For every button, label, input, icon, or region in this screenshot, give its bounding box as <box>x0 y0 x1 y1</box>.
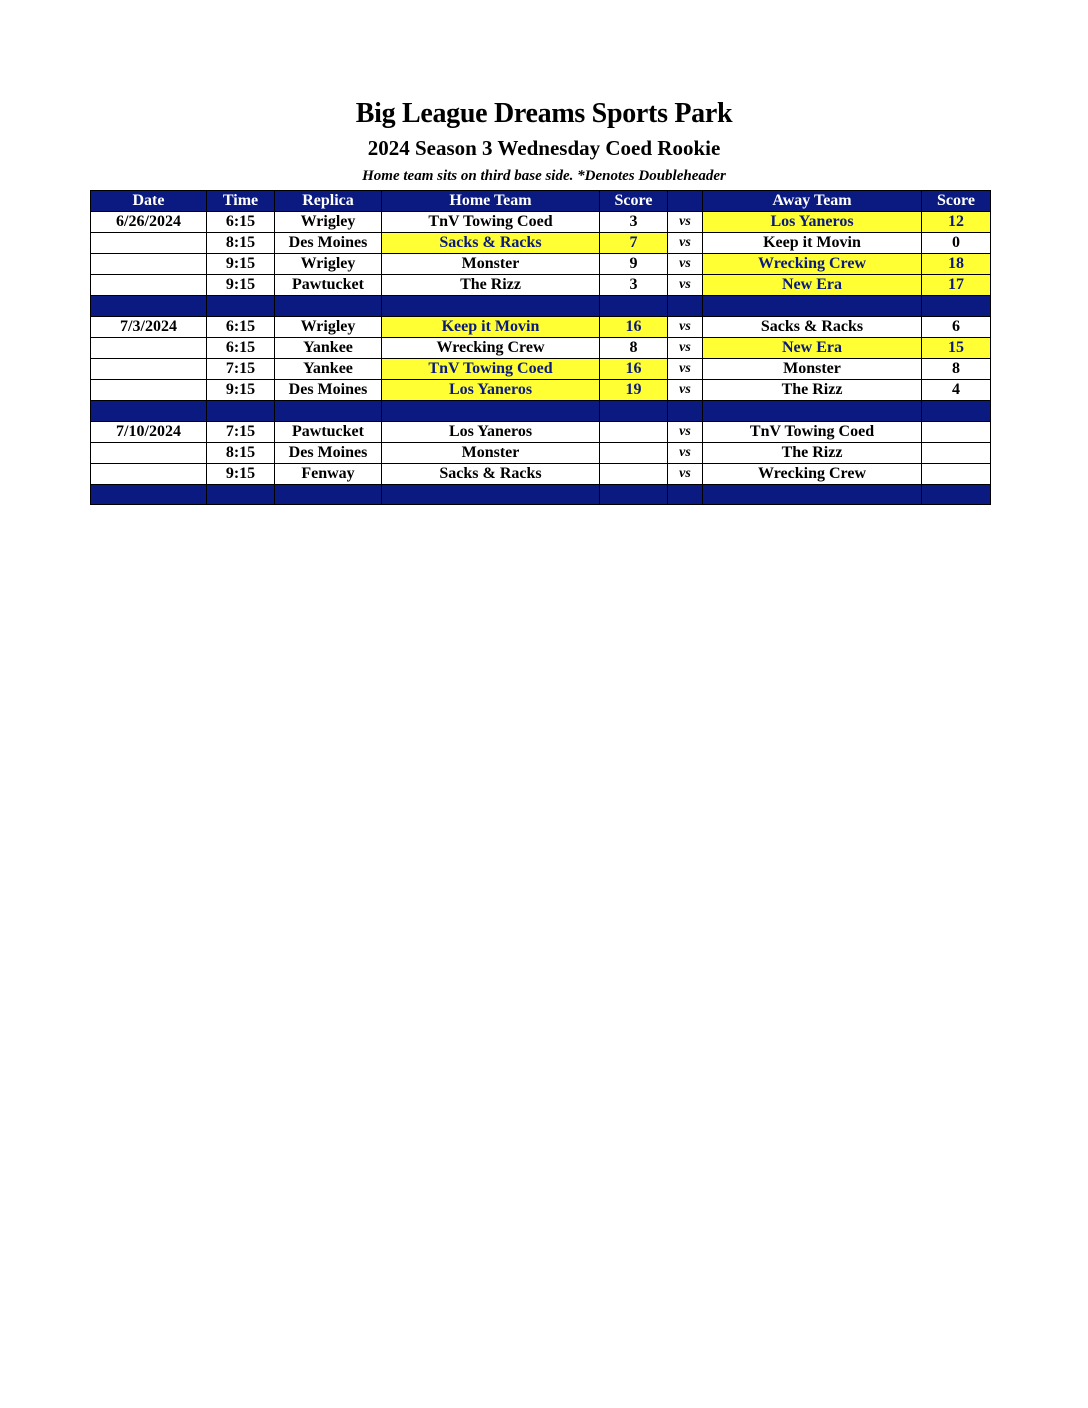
game-replica: Wrigley <box>275 317 382 338</box>
game-replica: Des Moines <box>275 443 382 464</box>
home-team: Sacks & Racks <box>382 464 600 485</box>
away-score: 17 <box>922 275 991 296</box>
home-score: 9 <box>600 254 668 275</box>
home-team: Los Yaneros <box>382 422 600 443</box>
game-replica: Wrigley <box>275 254 382 275</box>
game-date <box>91 380 207 401</box>
home-score: 3 <box>600 275 668 296</box>
game-replica: Yankee <box>275 338 382 359</box>
away-score: 8 <box>922 359 991 380</box>
home-score: 8 <box>600 338 668 359</box>
game-time: 9:15 <box>207 380 275 401</box>
game-time: 7:15 <box>207 422 275 443</box>
game-date <box>91 359 207 380</box>
vs-label: vs <box>668 443 703 464</box>
away-team: Wrecking Crew <box>703 464 922 485</box>
table-row <box>91 380 991 401</box>
home-team: TnV Towing Coed <box>382 359 600 380</box>
home-score: 19 <box>600 380 668 401</box>
col-header-vs <box>668 191 703 212</box>
game-time: 8:15 <box>207 233 275 254</box>
table-row <box>91 464 991 485</box>
home-team: The Rizz <box>382 275 600 296</box>
away-team: Monster <box>703 359 922 380</box>
away-team: New Era <box>703 338 922 359</box>
week-separator <box>91 296 991 317</box>
away-team: Los Yaneros <box>703 212 922 233</box>
home-score <box>600 443 668 464</box>
home-score <box>600 464 668 485</box>
game-time: 6:15 <box>207 317 275 338</box>
table-row <box>91 254 991 275</box>
away-team: Keep it Movin <box>703 233 922 254</box>
game-time: 9:15 <box>207 464 275 485</box>
vs-label: vs <box>668 359 703 380</box>
game-replica: Des Moines <box>275 380 382 401</box>
away-score: 15 <box>922 338 991 359</box>
home-team: TnV Towing Coed <box>382 212 600 233</box>
away-team: The Rizz <box>703 443 922 464</box>
col-header-home-score: Score <box>600 191 668 212</box>
away-score: 0 <box>922 233 991 254</box>
game-date <box>91 338 207 359</box>
game-time: 6:15 <box>207 212 275 233</box>
game-time: 9:15 <box>207 275 275 296</box>
game-date: 6/26/2024 <box>91 212 207 233</box>
vs-label: vs <box>668 233 703 254</box>
page-subtitle: 2024 Season 3 Wednesday Coed Rookie <box>367 136 721 160</box>
col-header-replica: Replica <box>275 191 382 212</box>
table-header-row <box>91 191 991 212</box>
away-score <box>922 422 991 443</box>
game-date <box>91 254 207 275</box>
col-header-time: Time <box>207 191 275 212</box>
vs-label: vs <box>668 317 703 338</box>
table-row <box>91 338 991 359</box>
home-score: 3 <box>600 212 668 233</box>
away-score: 6 <box>922 317 991 338</box>
vs-label: vs <box>668 338 703 359</box>
table-row <box>91 359 991 380</box>
game-time: 6:15 <box>207 338 275 359</box>
home-team: Monster <box>382 443 600 464</box>
game-date <box>91 233 207 254</box>
away-score <box>922 464 991 485</box>
away-score: 4 <box>922 380 991 401</box>
vs-label: vs <box>668 254 703 275</box>
table-row <box>91 422 991 443</box>
home-team: Los Yaneros <box>382 380 600 401</box>
schedule-table <box>90 190 991 505</box>
col-header-home-team: Home Team <box>382 191 600 212</box>
page-title: Big League Dreams Sports Park <box>355 98 733 129</box>
col-header-date: Date <box>91 191 207 212</box>
home-score: 16 <box>600 317 668 338</box>
away-score: 18 <box>922 254 991 275</box>
away-team: TnV Towing Coed <box>703 422 922 443</box>
home-team: Keep it Movin <box>382 317 600 338</box>
table-row <box>91 443 991 464</box>
away-team: New Era <box>703 275 922 296</box>
game-time: 7:15 <box>207 359 275 380</box>
vs-label: vs <box>668 212 703 233</box>
game-replica: Yankee <box>275 359 382 380</box>
home-team: Monster <box>382 254 600 275</box>
game-replica: Wrigley <box>275 212 382 233</box>
home-team: Sacks & Racks <box>382 233 600 254</box>
col-header-away-team: Away Team <box>703 191 922 212</box>
game-time: 8:15 <box>207 443 275 464</box>
game-date <box>91 275 207 296</box>
game-date <box>91 443 207 464</box>
vs-label: vs <box>668 422 703 443</box>
table-row <box>91 317 991 338</box>
away-team: Sacks & Racks <box>703 317 922 338</box>
game-replica: Fenway <box>275 464 382 485</box>
away-team: The Rizz <box>703 380 922 401</box>
home-score: 16 <box>600 359 668 380</box>
week-separator <box>91 401 991 422</box>
table-row <box>91 275 991 296</box>
away-team: Wrecking Crew <box>703 254 922 275</box>
game-date: 7/10/2024 <box>91 422 207 443</box>
game-replica: Pawtucket <box>275 275 382 296</box>
vs-label: vs <box>668 464 703 485</box>
col-header-away-score: Score <box>922 191 991 212</box>
away-score <box>922 443 991 464</box>
home-score <box>600 422 668 443</box>
week-separator <box>91 485 991 505</box>
game-date <box>91 464 207 485</box>
table-row <box>91 212 991 233</box>
away-score: 12 <box>922 212 991 233</box>
vs-label: vs <box>668 380 703 401</box>
schedule-note: Home team sits on third base side. *Denotes Doubleheader <box>362 168 726 184</box>
game-replica: Pawtucket <box>275 422 382 443</box>
table-row <box>91 233 991 254</box>
home-score: 7 <box>600 233 668 254</box>
home-team: Wrecking Crew <box>382 338 600 359</box>
vs-label: vs <box>668 275 703 296</box>
game-time: 9:15 <box>207 254 275 275</box>
game-replica: Des Moines <box>275 233 382 254</box>
game-date: 7/3/2024 <box>91 317 207 338</box>
